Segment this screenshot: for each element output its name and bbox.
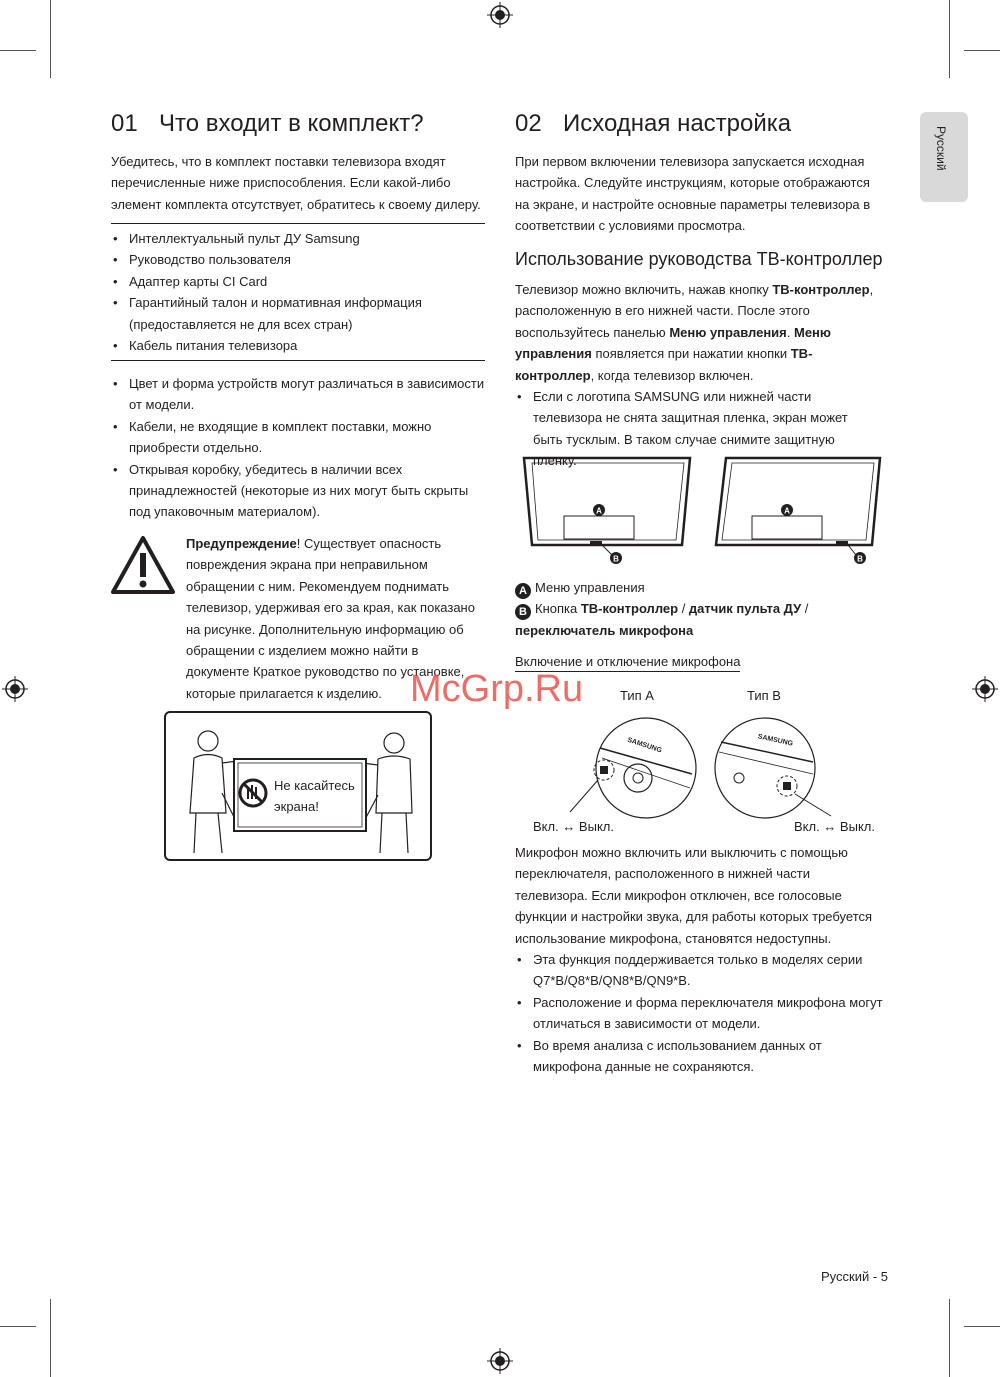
marker-a-label: A	[784, 506, 790, 516]
marker-a-label: A	[596, 506, 602, 516]
crop-mark	[0, 50, 36, 51]
list-item: • Открывая коробку, убедитесь в наличии всех принадлежностей (некоторые из них могут быть скрыты под упаковочным материалом).	[111, 459, 485, 523]
text-run: , когда телевизор включен.	[590, 367, 754, 383]
list-item: • Если с логотипа SAMSUNG или нижней части телевизора не снята защитная пленка, экран может быть тусклым. В таком случае снимите защитную пленку.	[515, 386, 875, 472]
marker-b-label: B	[857, 554, 863, 564]
left-intro: Убедитесь, что в комплект поставки телевизора входят перечисленные ниже приспособления. Если какой-либо элемент комплекта отсутствует, обратитесь к своему дилеру.	[111, 154, 481, 212]
warning-label: Предупреждение	[186, 536, 297, 551]
marker-b-icon: B	[515, 604, 531, 620]
divider	[111, 223, 485, 224]
section-02-heading	[515, 110, 791, 138]
list-item: • Адаптер карты CI Card	[111, 271, 485, 292]
crop-mark	[964, 50, 1000, 51]
mic-paragraph: Микрофон можно включить или выключить с помощью переключателя, расположенного в нижней части телевизора. Если микрофон отключен, все голосовые функции и настройки звука, для работы которых требуется использование микрофона, становятся недоступны.	[515, 845, 873, 946]
handling-illustration	[164, 711, 432, 861]
caption-line: Не касайтесь	[274, 778, 355, 793]
legend-b	[515, 598, 887, 641]
package-contents-list	[111, 228, 485, 356]
list-item: • Расположение и форма переключателя микрофона могут отличаться в зависимости от модели.	[515, 992, 893, 1035]
on-off-label-a: Вкл. ↔ Выкл.	[533, 819, 614, 834]
section-01-heading	[111, 110, 424, 138]
registration-mark-icon	[970, 674, 1000, 704]
on-off-label-b: Вкл. ↔ Выкл.	[794, 819, 875, 834]
tv-controller-paragraph	[515, 279, 887, 386]
text-run: Телевизор можно включить, нажав кнопку	[515, 282, 773, 297]
subsection-heading: Использование руководства ТВ-контроллер	[515, 249, 883, 269]
brand-label: SAMSUNG	[757, 733, 794, 748]
language-side-tab	[920, 112, 968, 202]
list-item: • Гарантийный талон и нормативная информация (предоставляется не для всех стран)	[111, 292, 485, 335]
text-run: , расположенную в его нижней части. После этого воспользуйтесь панелью	[515, 282, 874, 340]
text-run-bold: Меню управления	[669, 324, 787, 340]
section-title: Исходная настройка	[563, 110, 792, 137]
illustration-caption	[274, 775, 355, 817]
text-run: .	[786, 324, 794, 340]
registration-mark-icon	[485, 0, 515, 30]
list-item: • Во время анализа с использованием данных от микрофона данные не сохраняются.	[515, 1035, 893, 1078]
text-run: Кнопка	[535, 601, 581, 616]
crop-mark	[0, 1326, 36, 1327]
mic-switch-type-b-diagram	[705, 712, 885, 830]
text-run-bold: ТВ-контроллер	[580, 601, 679, 616]
text-run: /	[678, 601, 689, 616]
section-number: 01	[111, 110, 138, 137]
list-item: • Кабели, не входящие в комплект поставки, можно приобрести отдельно.	[111, 416, 485, 459]
text-run-bold: Меню управления	[515, 324, 832, 362]
registration-mark-icon	[485, 1346, 515, 1376]
list-item: • Кабель питания телевизора	[111, 335, 485, 356]
text-run-bold: переключатель микрофона	[515, 623, 694, 638]
type-a-label: Тип A	[620, 688, 654, 703]
package-notes-list	[111, 373, 485, 523]
mic-switch-type-a-diagram	[560, 712, 700, 830]
list-item: • Цвет и форма устройств могут различаться в зависимости от модели.	[111, 373, 485, 416]
crop-mark	[949, 0, 950, 78]
registration-mark-icon	[0, 674, 30, 704]
caption-line: экрана!	[274, 799, 319, 814]
crop-mark	[949, 1299, 950, 1377]
legend-a-text: Меню управления	[535, 580, 645, 595]
brand-label: SAMSUNG	[626, 736, 663, 755]
text-run: появляется при нажатии кнопки	[591, 346, 791, 362]
type-b-label: Тип B	[747, 688, 781, 703]
list-item: • Интеллектуальный пульт ДУ Samsung	[111, 228, 485, 249]
text-run: /	[801, 601, 809, 616]
right-intro: При первом включении телевизора запускается исходная настройка. Следуйте инструкциям, которые отображаются на экране, и настройте основные параметры телевизора в соответствии с условиями просмотра.	[515, 154, 871, 234]
marker-a-icon: A	[515, 583, 531, 599]
mic-heading: Включение и отключение микрофона	[515, 653, 740, 672]
text-run-bold: датчик пульта ДУ	[688, 601, 802, 616]
tv-controller-diagram-2	[708, 455, 888, 570]
legend-a	[515, 577, 887, 599]
crop-mark	[50, 0, 51, 78]
text-run-bold: ТВ-контроллер	[772, 282, 870, 297]
divider	[111, 360, 485, 361]
list-item: • Руководство пользователя	[111, 249, 485, 270]
text-run-bold: ТВ-контроллер	[515, 346, 813, 383]
side-tab-label: Русский	[934, 126, 948, 171]
page-footer: Русский - 5	[821, 1269, 889, 1284]
tv-controller-diagram-1	[518, 455, 698, 570]
section-number: 02	[515, 110, 542, 137]
crop-mark	[964, 1326, 1000, 1327]
watermark: McGrp.Ru	[410, 668, 584, 710]
section-title: Что входит в комплект?	[159, 110, 424, 137]
crop-mark	[50, 1299, 51, 1377]
mic-notes-list	[515, 949, 893, 1077]
list-item: • Эта функция поддерживается только в моделях серии Q7*B/Q8*B/QN8*B/QN9*B.	[515, 949, 893, 992]
warning-triangle-icon	[110, 535, 176, 595]
marker-b-label: B	[613, 554, 619, 564]
warning-body: ! Существует опасность повреждения экрана при неправильном обращении с ним. Рекомендуем поднимать телевизор, удерживая его за края, как показано на рисунке. Дополнительную информацию об обращении с изделием можно найти в документе Краткое руководство по установке, которые прилагается к изделию.	[186, 536, 475, 701]
